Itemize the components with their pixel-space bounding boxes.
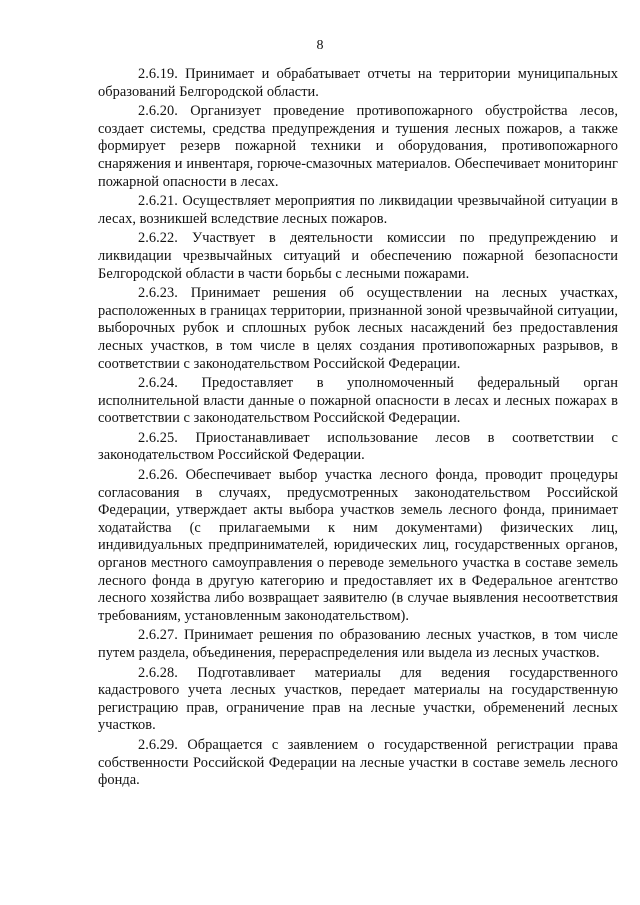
paragraph-2-6-19: 2.6.19. Принимает и обрабатывает отчеты на территории муниципальных образований Белгородской области. bbox=[98, 66, 618, 100]
document-body bbox=[98, 66, 618, 792]
paragraph-2-6-28: 2.6.28. Подготавливает материалы для ведения государственного кадастрового учета лесных участков, передает материалы на государственную регистрацию прав, ограничение прав на лесные участки, обременений лесных участков. bbox=[98, 664, 618, 734]
page-number: 8 bbox=[316, 38, 324, 53]
paragraph-2-6-29: 2.6.29. Обращается с заявлением о государственной регистрации права собственности Российской Федерации на лесные участки в составе земель лесного фонда. bbox=[98, 736, 618, 789]
paragraph-2-6-24: 2.6.24. Предоставляет в уполномоченный федеральный орган исполнительной власти данные о пожарной опасности в лесах и лесных пожарах в соответствии с законодательством Российской Федерации. bbox=[98, 375, 618, 427]
paragraph-2-6-26: 2.6.26. Обеспечивает выбор участка лесного фонда, проводит процедуры согласования в случаях, предусмотренных законодательством Российской Федерации, утверждает акты выбора участков земель лесного фонда, принимает ходатайства (с прилагаемыми к ним документами) физических лиц, индивидуальных предпринимателей, юридических лиц, государственных органов, органов местного самоуправления о переводе земельного участка в составе земель лесного фонда в другую категорию и предоставляет их в Федеральное агентство лесного хозяйства либо возвращает заявителю (в случае выявления несоответствия требованиям, установленным законодательством). bbox=[98, 467, 618, 624]
paragraph-2-6-21: 2.6.21. Осуществляет мероприятия по ликвидации чрезвычайной ситуации в лесах, возникшей вследствие лесных пожаров. bbox=[98, 193, 618, 227]
paragraph-2-6-23: 2.6.23. Принимает решения об осуществлении на лесных участках, расположенных в границах территории, признанной зоной чрезвычайной ситуации, выборочных рубок и сплошных рубок лесных насаждений без предоставления лесных участков, в том числе в целях создания противопожарных разрывов, в соответствии с законодательством Российской Федерации. bbox=[98, 285, 618, 372]
paragraph-2-6-20: 2.6.20. Организует проведение противопожарного обустройства лесов, создает системы, средства предупреждения и тушения лесных пожаров, а также формирует резерв пожарной техники и оборудования, противопожарного снаряжения и инвентаря, горюче-смазочных материалов. Обеспечивает мониторинг пожарной опасности в лесах. bbox=[98, 103, 618, 190]
paragraph-2-6-22: 2.6.22. Участвует в деятельности комиссии по предупреждению и ликвидации чрезвычайных ситуаций и обеспечению пожарной безопасности Белгородской области в части борьбы с лесными пожарами. bbox=[98, 230, 618, 282]
paragraph-2-6-25: 2.6.25. Приостанавливает использование лесов в соответствии с законодательством Российской Федерации. bbox=[98, 429, 618, 464]
paragraph-2-6-27: 2.6.27. Принимает решения по образованию лесных участков, в том числе путем раздела, объединения, перераспределения или выдела из лесных участков. bbox=[98, 627, 618, 661]
